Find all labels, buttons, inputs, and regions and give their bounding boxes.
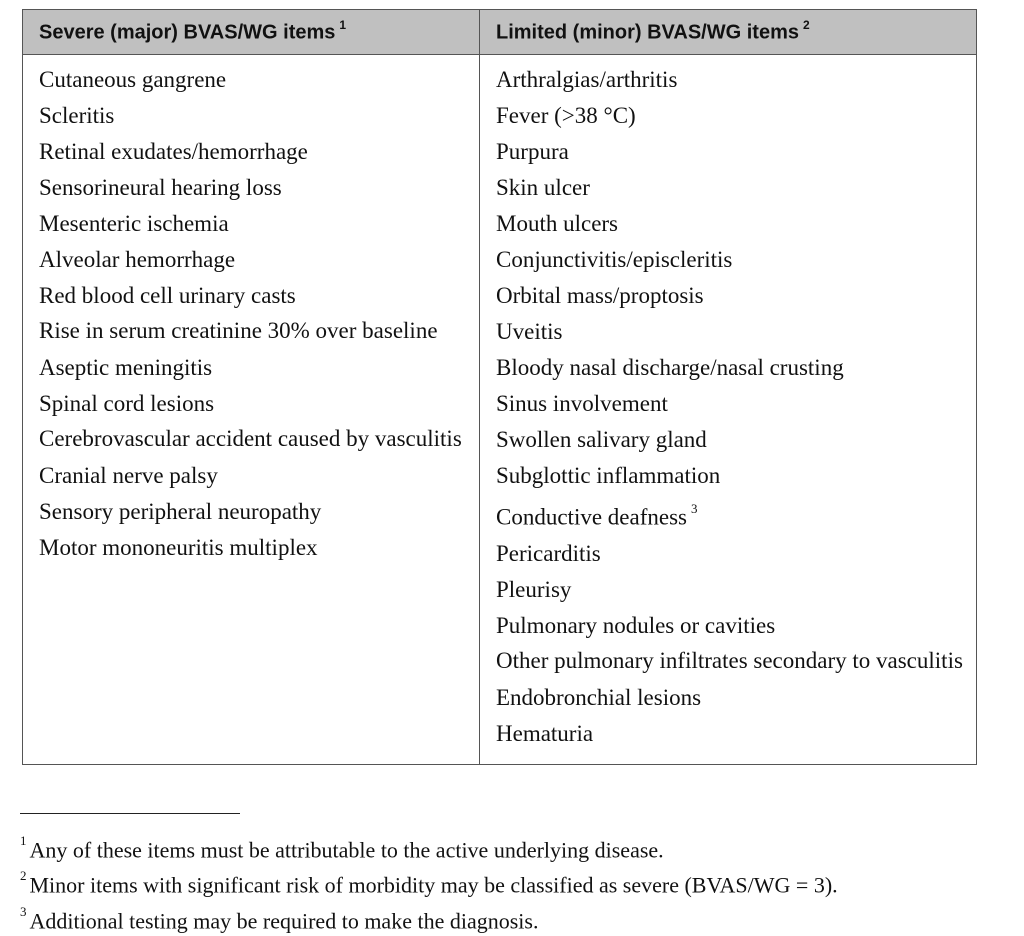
- footnote-marker: 2: [20, 868, 27, 884]
- footnote-1: [20, 830, 838, 865]
- limited-item: Arthralgias/arthritis: [496, 67, 678, 92]
- footnote-text: Minor items with significant risk of morbidity may be classified as severe (BVAS/WG = 3).: [29, 872, 838, 898]
- limited-item: Sinus involvement: [496, 391, 668, 416]
- severe-item: Cerebrovascular accident caused by vasculitis: [39, 426, 462, 451]
- footnote-text: Additional testing may be required to make the diagnosis.: [29, 907, 539, 933]
- severe-item: Sensory peripheral neuropathy: [39, 499, 322, 524]
- footnote-text: Any of these items must be attributable to the active underlying disease.: [29, 837, 664, 863]
- header-severe-items: [23, 10, 480, 54]
- header-severe-label: Severe (major) BVAS/WG items: [39, 21, 336, 44]
- header-limited-label: Limited (minor) BVAS/WG items: [496, 21, 799, 44]
- severe-item: Alveolar hemorrhage: [39, 247, 236, 272]
- severe-item: Aseptic meningitis: [39, 355, 213, 380]
- severe-items-column: [23, 55, 480, 764]
- footnote-2: [20, 865, 838, 900]
- table-header-row: [23, 10, 976, 55]
- table-body: [23, 55, 976, 764]
- footnote-marker: 1: [20, 833, 27, 848]
- severe-item: Red blood cell urinary casts: [39, 283, 296, 308]
- footnotes: [20, 830, 838, 936]
- severe-item: Retinal exudates/hemorrhage: [39, 139, 308, 164]
- bvas-wg-items-table: [22, 9, 977, 765]
- limited-item: Fever (>38 °C): [496, 103, 636, 128]
- severe-item: Rise in serum creatinine 30% over baseline: [39, 318, 438, 343]
- footnote-separator: [20, 813, 240, 814]
- severe-item: Motor mononeuritis multiplex: [39, 535, 318, 560]
- severe-item: Spinal cord lesions: [39, 391, 215, 416]
- limited-item-with-footnote: [496, 494, 976, 536]
- footnote-3: [20, 901, 838, 936]
- severe-item: Cutaneous gangrene: [39, 67, 227, 92]
- limited-item: Skin ulcer: [496, 175, 590, 200]
- footnote-marker: 3: [20, 903, 27, 919]
- severe-item: Cranial nerve palsy: [39, 463, 218, 488]
- limited-item: Pericarditis: [496, 540, 601, 566]
- limited-item: Hematuria: [496, 720, 594, 746]
- header-limited-items: [480, 10, 976, 54]
- limited-items-column: [480, 55, 976, 764]
- severe-item: Scleritis: [39, 103, 115, 128]
- footnote-marker: 2: [802, 18, 810, 32]
- limited-item: Conjunctivitis/episcleritis: [496, 247, 733, 272]
- limited-item: Subglottic inflammation: [496, 463, 721, 488]
- limited-item: Other pulmonary infiltrates secondary to vasculitis: [496, 647, 963, 673]
- limited-item: Swollen salivary gland: [496, 427, 707, 452]
- limited-item: Bloody nasal discharge/nasal crusting: [496, 355, 844, 380]
- limited-item: Orbital mass/proptosis: [496, 283, 704, 308]
- limited-item: Pulmonary nodules or cavities: [496, 612, 776, 638]
- severe-item: Sensorineural hearing loss: [39, 175, 282, 200]
- footnote-marker: 1: [339, 18, 347, 32]
- limited-item: Uveitis: [496, 319, 563, 344]
- limited-item: Mouth ulcers: [496, 211, 619, 236]
- limited-item: Purpura: [496, 139, 569, 164]
- footnote-marker: 3: [690, 501, 698, 516]
- limited-item: Pleurisy: [496, 576, 572, 602]
- limited-item-label: Conductive deafness: [496, 504, 687, 530]
- limited-item: Endobronchial lesions: [496, 684, 702, 710]
- severe-item: Mesenteric ischemia: [39, 211, 229, 236]
